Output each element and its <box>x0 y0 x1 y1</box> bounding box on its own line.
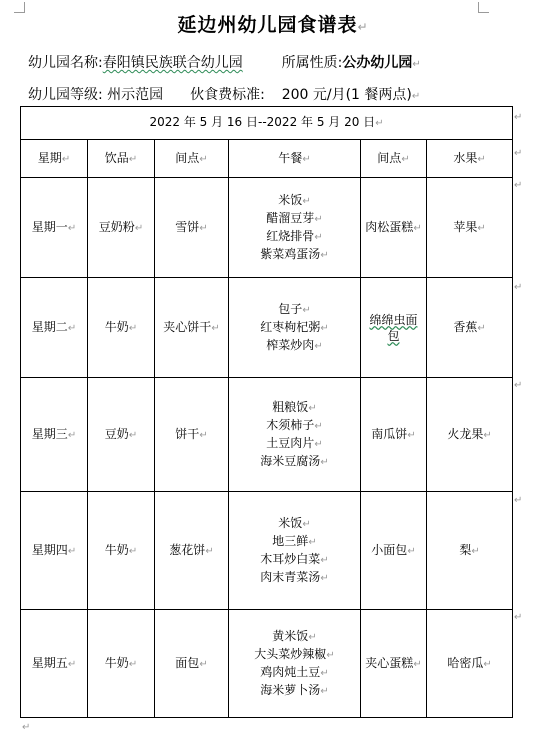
drink-cell: 豆奶↵ <box>88 378 155 492</box>
header-snack-1: 间点↵ <box>155 140 229 178</box>
table-row <box>21 378 513 492</box>
row-end-mark-icon: ↵ <box>514 495 523 506</box>
row-end-mark-icon: ↵ <box>514 282 523 293</box>
snack2-cell: 夹心蛋糕↵ <box>361 610 427 718</box>
drink-cell: 牛奶↵ <box>88 610 155 718</box>
fruit-cell: 梨↵ <box>427 492 513 610</box>
table-row <box>21 178 513 278</box>
table-row <box>21 492 513 610</box>
lunch-cell: 米饭↵ 地三鲜↵ 木耳炒白菜↵ 肉末青菜汤↵ <box>229 492 361 610</box>
info-line-grade <box>28 84 420 104</box>
day-cell: 星期五↵ <box>21 610 88 718</box>
lunch-cell: 粗粮饭↵ 木须柿子↵ 土豆肉片↵ 海米豆腐汤↵ <box>229 378 361 492</box>
header-fruit: 水果↵ <box>427 140 513 178</box>
snack2-cell: 小面包↵ <box>361 492 427 610</box>
row-end-mark-icon: ↵ <box>514 148 523 159</box>
menu-table <box>20 106 513 718</box>
title-text: 延边州幼儿园食谱表 <box>177 14 358 36</box>
table-row <box>21 610 513 718</box>
row-end-mark-icon: ↵ <box>514 180 523 191</box>
lunch-cell: 米饭↵ 醋溜豆芽↵ 红烧排骨↵ 紫菜鸡蛋汤↵ <box>229 178 361 278</box>
snack2-cell: 南瓜饼↵ <box>361 378 427 492</box>
row-end-mark-icon: ↵ <box>514 612 523 623</box>
drink-cell: 豆奶粉↵ <box>88 178 155 278</box>
table-row <box>21 278 513 378</box>
day-cell: 星期四↵ <box>21 492 88 610</box>
drink-cell: 牛奶↵ <box>88 278 155 378</box>
snack1-cell: 夹心饼干↵ <box>155 278 229 378</box>
fruit-cell: 香蕉↵ <box>427 278 513 378</box>
fee-value: 200 元/月(1 餐两点) <box>281 87 412 103</box>
drink-cell: 牛奶↵ <box>88 492 155 610</box>
fruit-cell: 苹果↵ <box>427 178 513 278</box>
snack2-cell: 绵绵虫面包 <box>361 278 427 378</box>
row-end-mark-icon: ↵ <box>514 380 523 391</box>
row-end-mark-icon: ↵ <box>514 112 523 123</box>
snack1-cell: 雪饼↵ <box>155 178 229 278</box>
snack1-cell: 饼干↵ <box>155 378 229 492</box>
snack1-cell: 面包↵ <box>155 610 229 718</box>
fee-label: 伙食费标准: <box>190 87 265 103</box>
paragraph-mark-icon: ↵ <box>357 20 369 34</box>
kindergarten-name-value: 春阳镇民族联合幼儿园 <box>102 55 243 71</box>
day-cell: 星期二↵ <box>21 278 88 378</box>
info-line-kindergarten <box>28 52 421 72</box>
lunch-cell: 包子↵ 红枣枸杞粥↵ 榨菜炒肉↵ <box>229 278 361 378</box>
header-lunch: 午餐↵ <box>229 140 361 178</box>
fruit-cell: 火龙果↵ <box>427 378 513 492</box>
date-row <box>21 107 513 140</box>
snack1-cell: 葱花饼↵ <box>155 492 229 610</box>
header-day: 星期↵ <box>21 140 88 178</box>
nature-value: 公办幼儿园 <box>342 55 413 71</box>
paragraph-mark-icon: ↵ <box>412 59 421 70</box>
fruit-cell: 哈密瓜↵ <box>427 610 513 718</box>
snack2-cell: 肉松蛋糕↵ <box>361 178 427 278</box>
paragraph-mark-icon: ↵ <box>22 722 31 733</box>
grade-label: 幼儿园等级: <box>28 87 103 103</box>
lunch-cell: 黄米饭↵ 大头菜炒辣椒↵ 鸡肉炖土豆↵ 海米萝卜汤↵ <box>229 610 361 718</box>
date-range: 2022 年 5 月 16 日--2022 年 5 月 20 日 <box>149 115 376 129</box>
date-range-cell: 2022 年 5 月 16 日--2022 年 5 月 20 日↵ <box>21 107 513 140</box>
kindergarten-name-label: 幼儿园名称: <box>28 55 103 71</box>
paragraph-mark-icon: ↵ <box>411 91 421 102</box>
header-row <box>21 140 513 178</box>
page-title <box>0 10 546 37</box>
day-cell: 星期一↵ <box>21 178 88 278</box>
header-drink: 饮品↵ <box>88 140 155 178</box>
nature-label: 所属性质: <box>281 55 343 71</box>
grade-value: 州示范园 <box>107 87 164 103</box>
day-cell: 星期三↵ <box>21 378 88 492</box>
header-snack-2: 间点↵ <box>361 140 427 178</box>
